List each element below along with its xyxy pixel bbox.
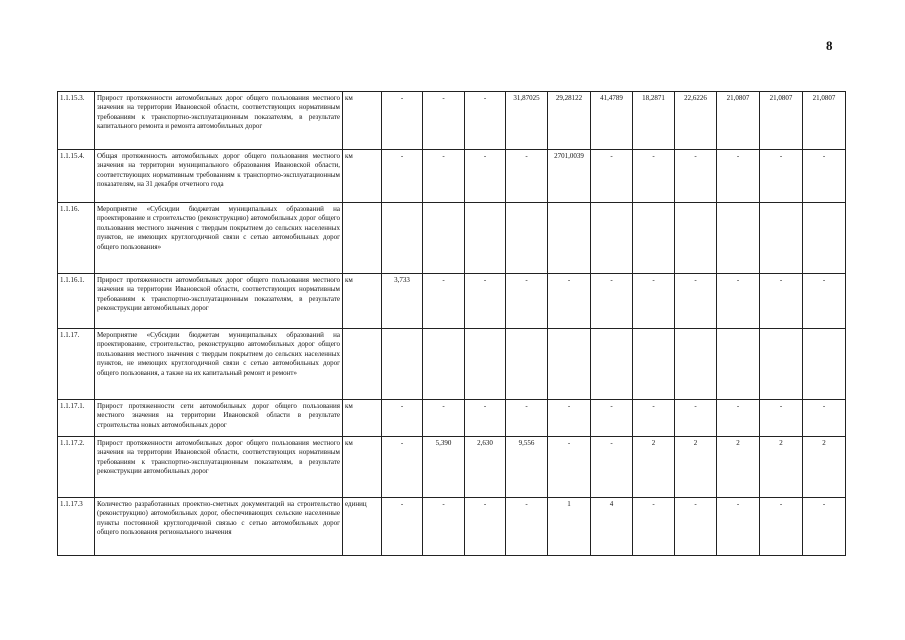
value-cell [506,329,548,400]
row-unit: км [343,92,382,150]
value-cell [803,203,846,274]
row-code: 1.1.16.1. [58,274,95,329]
value-cell: 41,4789 [591,92,633,150]
table-row [58,498,846,556]
value-cell: 9,556 [506,437,548,498]
value-cell: - [465,400,506,437]
value-cell: 18,2871 [633,92,675,150]
value-cell: 2 [675,437,717,498]
value-cell [548,329,591,400]
value-cell: 1 [548,498,591,556]
row-description: Количество разработанных проектно-сметных документаций на строительство (реконструкцию) автомобильных дорог, обеспечивающих сельские населенные пункты постоянной круглогодичной связью с сетью автомобильных дорог общего пользования регионального значения [95,498,343,556]
value-cell [717,329,760,400]
value-cell: - [506,498,548,556]
value-cell [506,203,548,274]
value-cell: - [506,150,548,203]
value-cell: 2 [760,437,803,498]
value-cell: - [633,400,675,437]
value-cell [465,203,506,274]
value-cell [633,203,675,274]
value-cell: - [591,437,633,498]
row-code: 1.1.17.1. [58,400,95,437]
value-cell: 2,630 [465,437,506,498]
value-cell: - [382,437,423,498]
table-row [58,329,846,400]
value-cell [760,329,803,400]
value-cell [675,329,717,400]
value-cell [423,329,465,400]
value-cell: - [803,274,846,329]
value-cell: - [717,400,760,437]
row-description: Прирост протяженности сети автомобильных дорог общего пользования местного значения на территории Ивановской области в результате строительства новых автомобильных дорог [95,400,343,437]
value-cell: - [803,400,846,437]
value-cell [591,203,633,274]
value-cell: - [591,274,633,329]
value-cell: 4 [591,498,633,556]
row-description: Прирост протяженности автомобильных дорог общего пользования местного значения на территории Ивановской области, соответствующих нормативным требованиям к транспортно-эксплуатационным показателям, в результате реконструкции автомобильных дорог [95,437,343,498]
value-cell: - [506,274,548,329]
value-cell [382,329,423,400]
table-row [58,150,846,203]
value-cell [591,329,633,400]
row-unit: км [343,400,382,437]
value-cell: - [760,274,803,329]
table-row [58,274,846,329]
value-cell: - [506,400,548,437]
value-cell: - [760,498,803,556]
value-cell: 29,28122 [548,92,591,150]
value-cell [717,203,760,274]
value-cell: 2 [633,437,675,498]
value-cell: - [591,400,633,437]
row-unit [343,203,382,274]
value-cell: - [675,498,717,556]
value-cell: - [675,150,717,203]
row-description: Мероприятие «Субсидии бюджетам муниципальных образований на проектирование, строительство, реконструкцию автомобильных дорог общего пользования местного значения с твердым покрытием до сельских населенных пунктов, не имеющих круглогодичной связи с сетью автомобильных дорог общего пользования, а также на их капитальный ремонт и ремонт» [95,329,343,400]
value-cell: 21,0807 [760,92,803,150]
value-cell: - [633,150,675,203]
row-code: 1.1.15.3. [58,92,95,150]
row-code: 1.1.17. [58,329,95,400]
row-code: 1.1.15.4. [58,150,95,203]
table-row [58,400,846,437]
row-unit [343,329,382,400]
row-code: 1.1.17.3 [58,498,95,556]
row-description: Прирост протяженности автомобильных дорог общего пользования местного значения на территории Ивановской области, соответствующих нормативным требованиям к транспортно-эксплуатационным показателям, в результате капитального ремонта и ремонта автомобильных дорог [95,92,343,150]
value-cell: 31,87025 [506,92,548,150]
row-unit: км [343,150,382,203]
row-code: 1.1.17.2. [58,437,95,498]
table-row [58,92,846,150]
value-cell [548,203,591,274]
page-number: 8 [826,38,833,53]
value-cell [382,203,423,274]
value-cell: - [548,400,591,437]
table-body [58,92,846,556]
value-cell [803,329,846,400]
value-cell: - [382,498,423,556]
value-cell: - [465,92,506,150]
value-cell: 3,733 [382,274,423,329]
value-cell: 21,0807 [717,92,760,150]
value-cell: - [760,150,803,203]
value-cell: 21,0807 [803,92,846,150]
value-cell: - [423,92,465,150]
row-code: 1.1.16. [58,203,95,274]
value-cell: - [548,437,591,498]
value-cell [675,203,717,274]
table-row [58,437,846,498]
row-description: Прирост протяженности автомобильных дорог общего пользования местного значения на территории Ивановской области, соответствующих нормативным требованиям к транспортно-эксплуатационным показателям, в результате реконструкции автомобильных дорог [95,274,343,329]
value-cell: - [760,400,803,437]
value-cell: - [591,150,633,203]
value-cell [633,329,675,400]
table-row [58,203,846,274]
value-cell: 2701,0039 [548,150,591,203]
value-cell: 2 [803,437,846,498]
value-cell: - [382,92,423,150]
value-cell: - [633,274,675,329]
value-cell: - [423,400,465,437]
value-cell: - [717,274,760,329]
value-cell: - [717,150,760,203]
value-cell: - [382,400,423,437]
indicators-table [57,91,846,556]
value-cell: - [803,150,846,203]
value-cell [465,329,506,400]
value-cell: - [465,150,506,203]
row-description: Общая протяженность автомобильных дорог общего пользования местного значения на территории муниципального образования Ивановской области, соответствующих нормативным требованиям к транспортно-эксплуатационным показателям, на 31 декабря отчетного года [95,150,343,203]
value-cell: - [633,498,675,556]
value-cell: - [675,400,717,437]
value-cell: - [423,150,465,203]
value-cell: - [548,274,591,329]
value-cell: - [423,498,465,556]
value-cell: 22,6226 [675,92,717,150]
value-cell: 5,390 [423,437,465,498]
value-cell [423,203,465,274]
value-cell: - [675,274,717,329]
value-cell: - [423,274,465,329]
value-cell: - [465,274,506,329]
row-unit: единиц [343,498,382,556]
row-unit: км [343,437,382,498]
value-cell: - [803,498,846,556]
value-cell: 2 [717,437,760,498]
value-cell: - [382,150,423,203]
value-cell [760,203,803,274]
row-unit: км [343,274,382,329]
value-cell: - [717,498,760,556]
row-description: Мероприятие «Субсидии бюджетам муниципальных образований на проектирование и строительство (реконструкцию) автомобильных дорог общего пользования местного значения с твердым покрытием до сельских населенных пунктов, не имеющих круглогодичной связи с сетью автомобильных дорог общего пользования» [95,203,343,274]
value-cell: - [465,498,506,556]
